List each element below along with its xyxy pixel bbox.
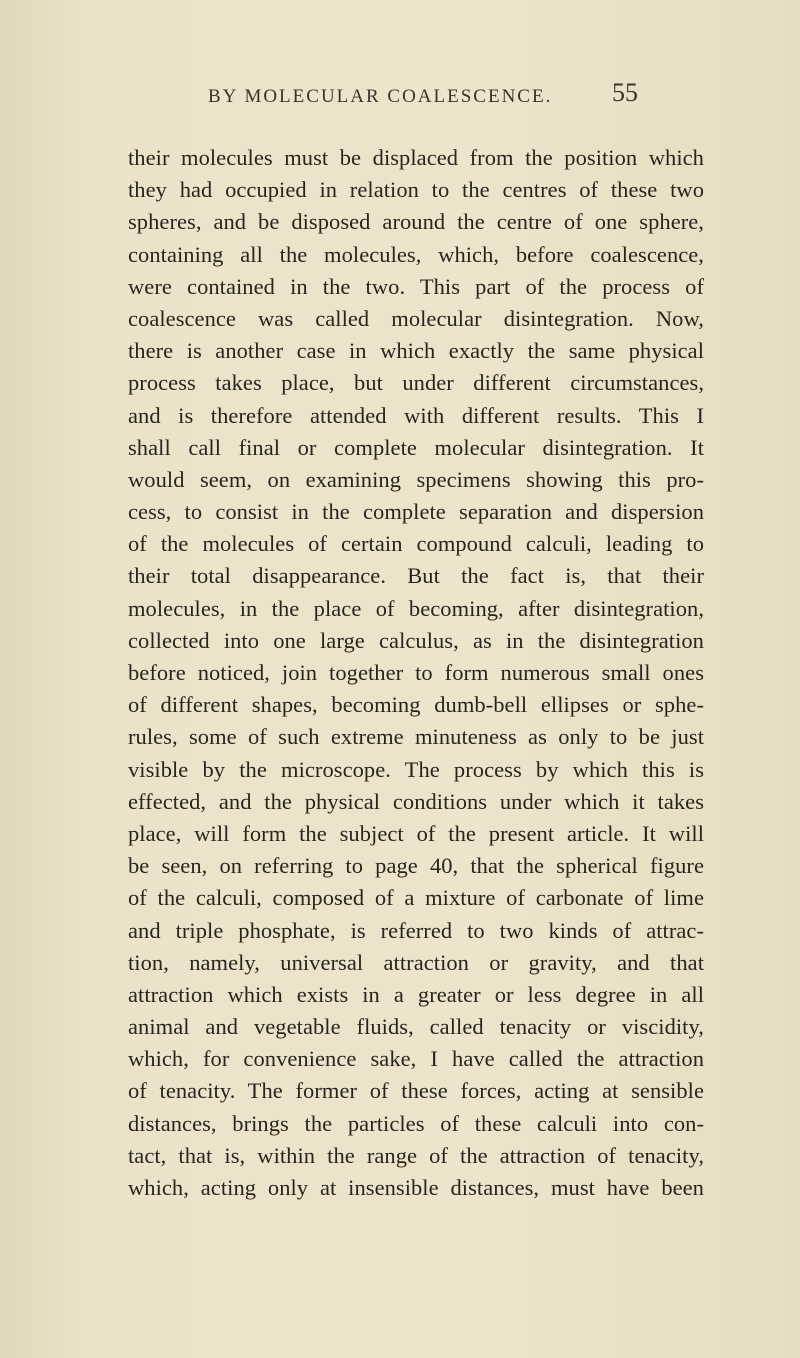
body-paragraph: [128, 142, 704, 1204]
text-line: collected into one large calculus, as in the disintegration: [128, 627, 704, 653]
text-line: before noticed, join together to form numerous small ones: [128, 660, 704, 685]
text-line: and triple phosphate, is referred to two kinds of attrac-: [128, 917, 704, 943]
text-line: and is therefore attended with different results. This I: [128, 402, 704, 428]
text-line: containing all the molecules, which, before coalescence,: [128, 241, 704, 267]
text-line: cess, to consist in the complete separation and dispersion: [128, 499, 704, 525]
text-line: shall call final or complete molecular disintegration. It: [128, 434, 704, 460]
text-line: rules, some of such extreme minuteness as only to be just: [128, 724, 704, 750]
text-line: would seem, on examining specimens showing this pro-: [128, 466, 704, 492]
text-line: process takes place, but under different circumstances,: [128, 370, 704, 396]
text-line: distances, brings the particles of these calculi into con-: [128, 1110, 704, 1136]
text-line: which, acting only at insensible distances, must have been: [128, 1175, 704, 1200]
text-line: of tenacity. The former of these forces, acting at sensible: [128, 1078, 704, 1104]
text-line: there is another case in which exactly the same physical: [128, 338, 704, 364]
text-line: tact, that is, within the range of the attraction of tenacity,: [128, 1142, 704, 1168]
text-line: animal and vegetable fluids, called tenacity or viscidity,: [128, 1014, 704, 1040]
text-line: visible by the microscope. The process by which this is: [128, 756, 704, 782]
text-line: spheres, and be disposed around the centre of one sphere,: [128, 209, 704, 235]
text-line: place, will form the subject of the present article. It will: [128, 820, 704, 846]
text-line: of different shapes, becoming dumb-bell ellipses or sphe-: [128, 692, 704, 718]
text-line: coalescence was called molecular disintegration. Now,: [128, 305, 704, 331]
text-line: they had occupied in relation to the centres of these two: [128, 177, 704, 203]
text-line: tion, namely, universal attraction or gravity, and that: [128, 949, 704, 975]
text-line: of the calculi, composed of a mixture of carbonate of lime: [128, 885, 704, 911]
running-head: [0, 78, 800, 116]
text-line: were contained in the two. This part of the process of: [128, 273, 704, 299]
page-number: 55: [612, 78, 638, 107]
text-line: attraction which exists in a greater or less degree in all: [128, 981, 704, 1007]
text-line: of the molecules of certain compound calculi, leading to: [128, 531, 704, 557]
text-line: which, for convenience sake, I have called the attraction: [128, 1046, 704, 1072]
text-line: effected, and the physical conditions under which it takes: [128, 788, 704, 814]
text-line: be seen, on referring to page 40, that the spherical figure: [128, 853, 704, 879]
text-line: molecules, in the place of becoming, after disintegration,: [128, 595, 704, 621]
text-line: their molecules must be displaced from the position which: [128, 145, 704, 170]
running-title: BY MOLECULAR COALESCENCE.: [208, 86, 553, 107]
text-line: their total disappearance. But the fact is, that their: [128, 563, 704, 589]
